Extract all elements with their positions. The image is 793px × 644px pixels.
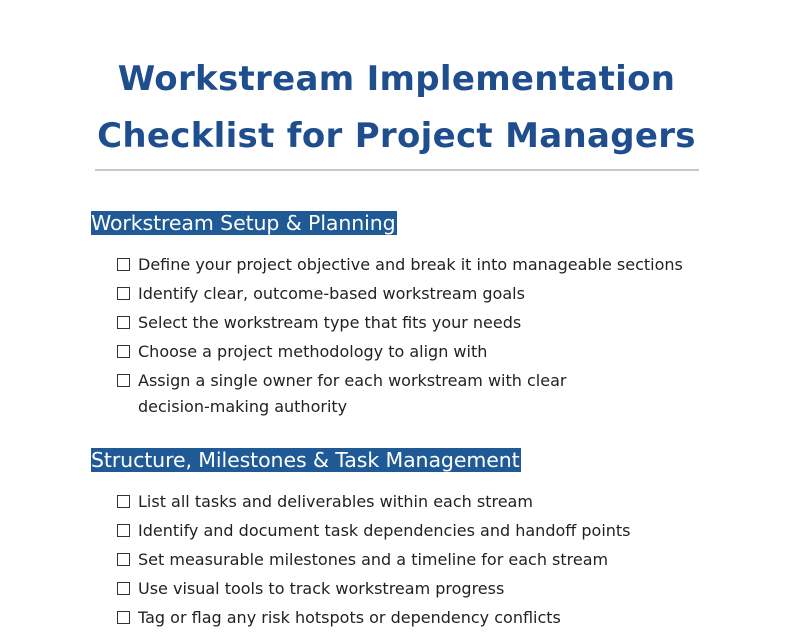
checklist-item[interactable] bbox=[117, 547, 718, 573]
section-heading-setup-planning: Workstream Setup & Planning bbox=[91, 211, 396, 235]
checklist-structure-milestones bbox=[117, 489, 718, 634]
checklist-item[interactable] bbox=[117, 605, 718, 631]
checklist-item[interactable] bbox=[117, 576, 718, 602]
checklist-item-label: Choose a project methodology to align with bbox=[138, 342, 488, 361]
checkbox[interactable] bbox=[117, 374, 130, 387]
checklist-item-label: Use visual tools to track workstream progress bbox=[138, 579, 505, 598]
checklist-item-label: Set measurable milestones and a timeline for each stream bbox=[138, 550, 609, 569]
checklist-item-label: Tag or flag any risk hotspots or dependency conflicts bbox=[138, 608, 561, 627]
section-heading-structure-milestones: Structure, Milestones & Task Management bbox=[91, 448, 520, 472]
checklist-item-label: Select the workstream type that fits your needs bbox=[138, 313, 522, 332]
checklist-item[interactable] bbox=[117, 518, 718, 544]
checklist-item[interactable] bbox=[117, 368, 578, 420]
title-line-1: Workstream Implementation bbox=[117, 58, 676, 99]
checklist-item-label: Identify and document task dependencies and handoff points bbox=[138, 521, 631, 540]
checklist-setup-planning bbox=[117, 252, 718, 423]
checklist-item-label: Identify clear, outcome-based workstream goals bbox=[138, 284, 525, 303]
checkbox[interactable] bbox=[117, 287, 130, 300]
checkbox[interactable] bbox=[117, 495, 130, 508]
checklist-item[interactable] bbox=[117, 281, 718, 307]
checkbox[interactable] bbox=[117, 611, 130, 624]
checklist-item[interactable] bbox=[117, 310, 718, 336]
checklist-item[interactable] bbox=[117, 489, 718, 515]
checkbox[interactable] bbox=[117, 582, 130, 595]
checklist-item[interactable] bbox=[117, 339, 718, 365]
checklist-item-label: Define your project objective and break it into manageable sections bbox=[138, 255, 683, 274]
title-divider bbox=[95, 169, 699, 171]
checkbox[interactable] bbox=[117, 345, 130, 358]
checkbox[interactable] bbox=[117, 258, 130, 271]
checklist-item-label: List all tasks and deliverables within each stream bbox=[138, 492, 533, 511]
checkbox[interactable] bbox=[117, 524, 130, 537]
checkbox[interactable] bbox=[117, 316, 130, 329]
title-line-2: Checklist for Project Managers bbox=[97, 115, 696, 156]
page-title bbox=[0, 51, 793, 165]
checkbox[interactable] bbox=[117, 553, 130, 566]
checklist-item[interactable] bbox=[117, 252, 718, 278]
checklist-item-label: Assign a single owner for each workstream with clear decision-making authority bbox=[138, 371, 567, 416]
